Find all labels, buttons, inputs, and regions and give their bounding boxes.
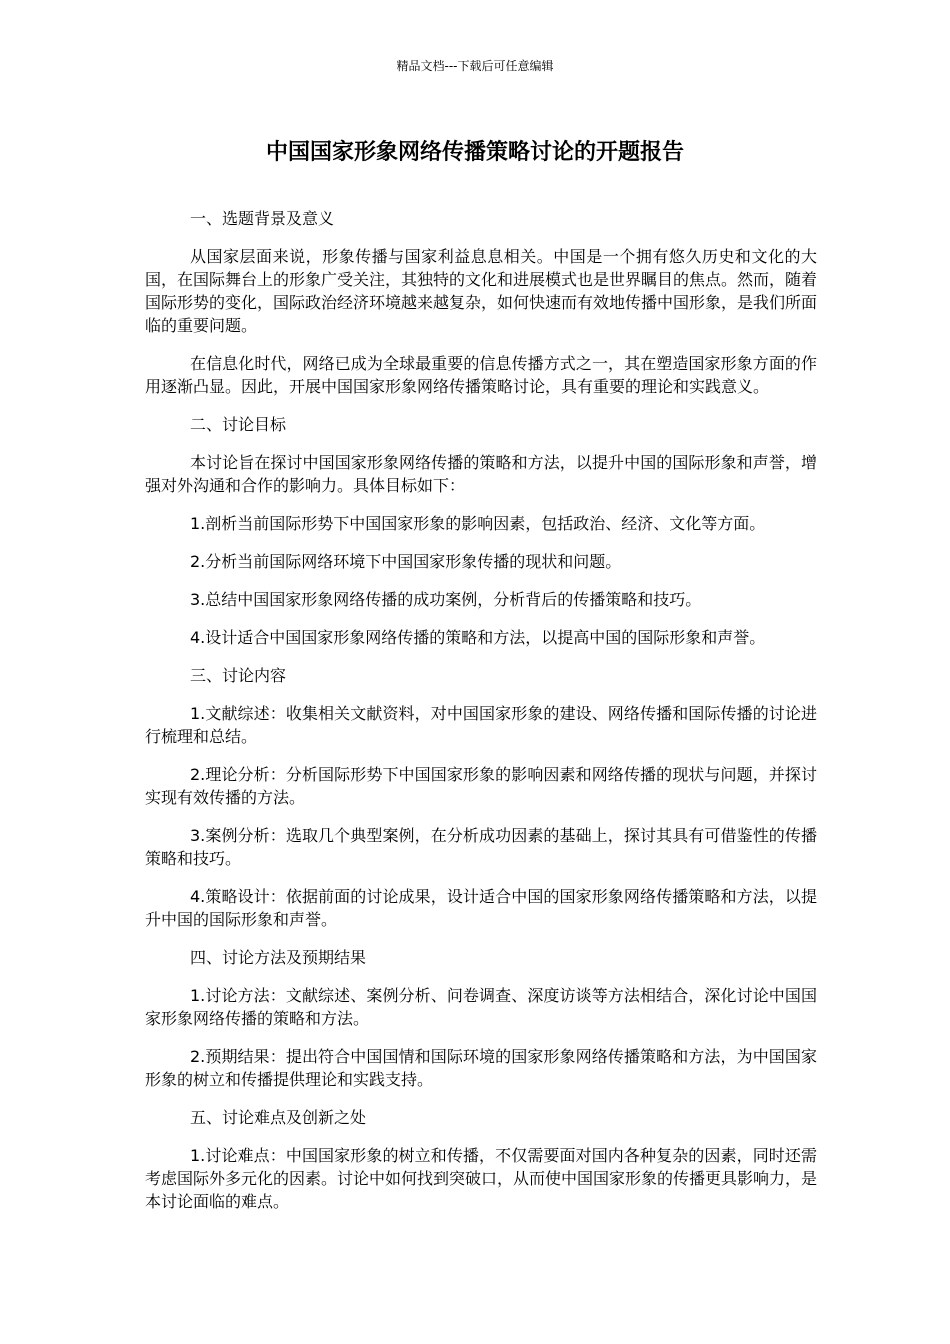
- list-item: 4.设计适合中国国家形象网络传播的策略和方法，以提高中国的国际形象和声誉。: [190, 628, 766, 647]
- section-heading-goals: 二、讨论目标: [190, 415, 287, 434]
- list-item: 1.讨论难点：中国国家形象的树立和传播，不仅需要面对国内各种复杂的因素，同时还需考虑国际外多元化的因素。讨论中如何找到突破口，从而使中国国家形象的传播更具影响力，是本讨论面临的难点。: [145, 1146, 818, 1211]
- list-item: 1.文献综述：收集相关文献资料，对中国国家形象的建设、网络传播和国际传播的讨论进行梳理和总结。: [145, 704, 817, 746]
- document-body: [145, 207, 817, 1228]
- list-item: 2.理论分析：分析国际形势下中国国家形象的影响因素和网络传播的现状与问题，并探讨实现有效传播的方法。: [145, 765, 817, 807]
- list-item: 1.剖析当前国际形势下中国国家形象的影响因素，包括政治、经济、文化等方面。: [190, 514, 766, 533]
- list-item: 2.预期结果：提出符合中国国情和国际环境的国家形象网络传播策略和方法，为中国国家形象的树立和传播提供理论和实践支持。: [145, 1047, 817, 1089]
- section-heading-methods: 四、讨论方法及预期结果: [190, 948, 367, 967]
- list-item: 2.分析当前国际网络环境下中国国家形象传播的现状和问题。: [190, 552, 622, 571]
- header-note: 精品文档---下载后可任意编辑: [396, 59, 554, 73]
- paragraph: 本讨论旨在探讨中国国家形象网络传播的策略和方法，以提升中国的国际形象和声誉，增强对外沟通和合作的影响力。具体目标如下：: [145, 453, 817, 495]
- list-item: 1.讨论方法：文献综述、案例分析、问卷调查、深度访谈等方法相结合，深化讨论中国国家形象网络传播的策略和方法。: [145, 986, 817, 1028]
- list-item: 4.策略设计：依据前面的讨论成果，设计适合中国的国家形象网络传播策略和方法，以提升中国的国际形象和声誉。: [145, 887, 817, 929]
- section-heading-content: 三、讨论内容: [190, 666, 287, 685]
- list-item: 3.总结中国国家形象网络传播的成功案例，分析背后的传播策略和技巧。: [190, 590, 702, 609]
- section-heading-background: 一、选题背景及意义: [190, 209, 335, 228]
- paragraph: 在信息化时代，网络已成为全球最重要的信息传播方式之一，其在塑造国家形象方面的作用逐渐凸显。因此，开展中国国家形象网络传播策略讨论，具有重要的理论和实践意义。: [145, 354, 817, 396]
- list-item: 3.案例分析：选取几个典型案例，在分析成功因素的基础上，探讨其具有可借鉴性的传播策略和技巧。: [145, 826, 817, 868]
- document-title: 中国国家形象网络传播策略讨论的开题报告: [265, 140, 684, 165]
- paragraph: 从国家层面来说，形象传播与国家利益息息相关。中国是一个拥有悠久历史和文化的大国，在国际舞台上的形象广受关注，其独特的文化和进展模式也是世界瞩目的焦点。然而，随着国际形势的变化，国际政治经济环境越来越复杂，如何快速而有效地传播中国形象，是我们所面临的重要问题。: [145, 247, 818, 335]
- section-heading-difficulties: 五、讨论难点及创新之处: [190, 1108, 367, 1127]
